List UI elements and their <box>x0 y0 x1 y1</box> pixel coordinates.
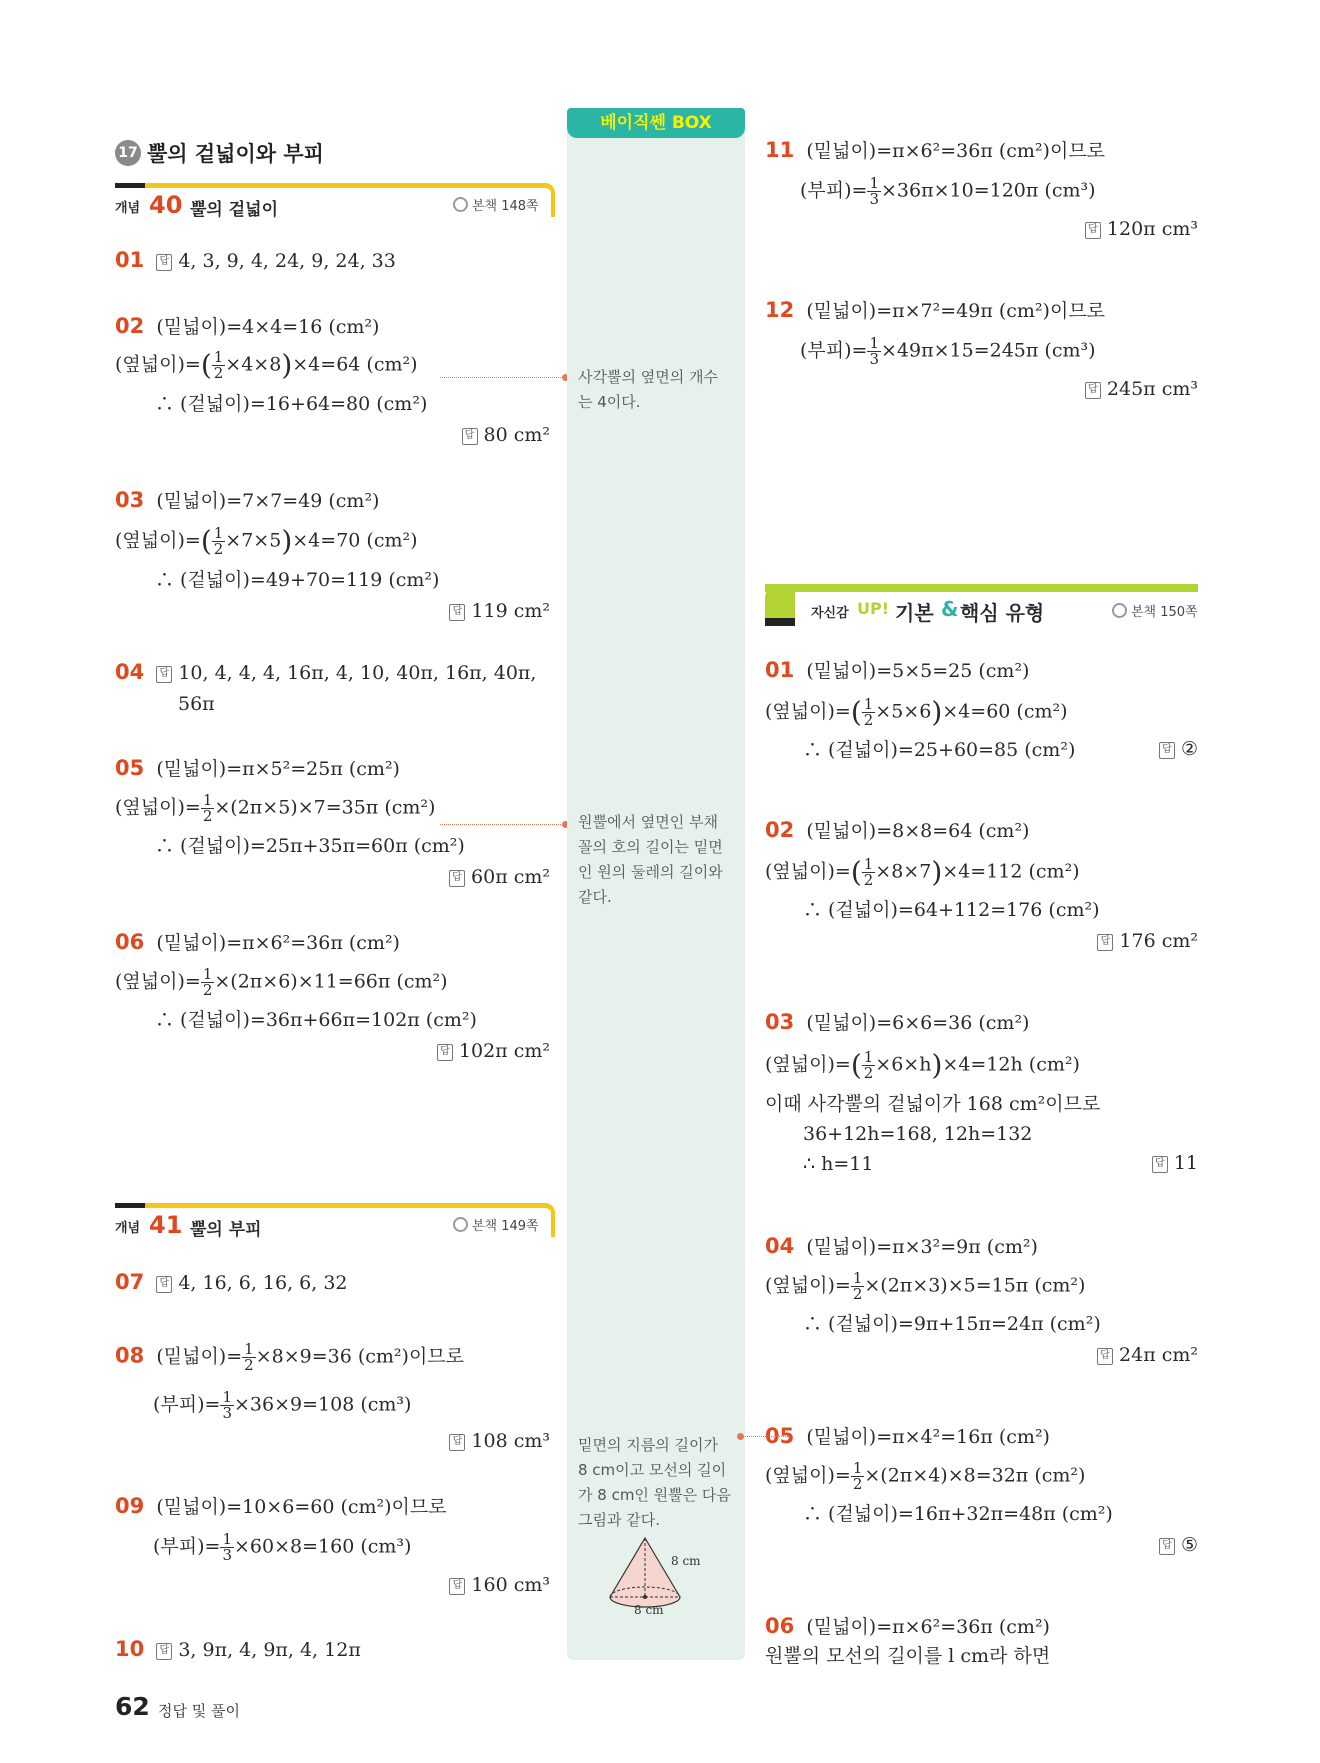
answer-mark-icon: 답 <box>1097 934 1113 951</box>
core-problem-01-line3: ∴ (겉넓이)=25+60=85 (cm²) <box>803 739 1076 761</box>
problem-11-answer: 답 120π cm³ <box>1085 218 1198 240</box>
problem-05-line3: ∴ (겉넓이)=25π+35π=60π (cm²) <box>155 835 465 857</box>
reference-icon <box>453 1217 468 1232</box>
problem-02-answer: 답 80 cm² <box>462 424 551 446</box>
answer-mark-icon: 답 <box>1085 222 1101 239</box>
answer-mark-icon: 답 <box>449 604 465 621</box>
box-note-2: 원뿔에서 옆면인 부채 꼴의 호의 길이는 밑면 인 원의 둘레의 길이와 같다. <box>578 813 723 906</box>
problem-05-line2: (옆넓이)= $\frac{1}{2}$ ×(2π×5)×7=35π (cm²) <box>115 791 436 825</box>
section-title: 뿔의 부피 <box>190 1220 262 1240</box>
box-note-3: 밑면의 지름의 길이가 8 cm이고 모선의 길이 가 8 cm인 원뿔은 다음 그림과 같다. <box>578 1436 731 1529</box>
problem-11: 11 (밑넓이)=π×6²=36π (cm²)이므로 <box>765 138 1106 162</box>
core-problem-03-answer: 답 11 <box>1152 1152 1198 1174</box>
core-problem-06-line2: 원뿔의 모선의 길이를 l cm라 하면 <box>765 1645 1051 1667</box>
problem-03-line3: ∴ (겉넓이)=49+70=119 (cm²) <box>155 569 440 591</box>
problem-02-line2: (옆넓이)=( $\frac{1}{2}$ ×4×8)×4=64 (cm²) <box>115 348 418 382</box>
header-title-a: 기본 <box>895 601 934 625</box>
answer-mark-icon: 답 <box>156 1643 172 1660</box>
core-problem-05: 05 (밑넓이)=π×4²=16π (cm²) <box>765 1424 1050 1448</box>
answer-mark-icon: 답 <box>449 1578 465 1595</box>
problem-03: 03 (밑넓이)=7×7=49 (cm²) <box>115 488 380 512</box>
core-problem-02-line3: ∴ (겉넓이)=64+112=176 (cm²) <box>803 899 1100 921</box>
book-reference: 본책 149쪽 <box>453 1215 539 1234</box>
box-note-1: 사각뿔의 옆면의 개수 는 4이다. <box>578 368 718 411</box>
reference-icon <box>453 197 468 212</box>
answer-mark-icon: 답 <box>437 1044 453 1061</box>
answer-mark-icon: 답 <box>156 1276 172 1293</box>
problem-09-answer: 답 160 cm³ <box>449 1574 550 1596</box>
note-connector <box>440 377 565 378</box>
chapter-number-badge: 17 <box>115 140 141 166</box>
book-reference: 본책 148쪽 <box>453 195 539 214</box>
answer-mark-icon: 답 <box>462 428 478 445</box>
section-40-header <box>115 183 555 220</box>
header-up: UP! <box>857 599 890 618</box>
problem-09: 09 (밑넓이)=10×6=60 (cm²)이므로 <box>115 1494 447 1518</box>
core-problem-03-line5: ∴ h=11 <box>803 1153 874 1175</box>
problem-12: 12 (밑넓이)=π×7²=49π (cm²)이므로 <box>765 298 1106 322</box>
problem-02-line3: ∴ (겉넓이)=16+64=80 (cm²) <box>155 393 428 415</box>
core-problem-06: 06 (밑넓이)=π×6²=36π (cm²) <box>765 1614 1050 1638</box>
problem-08-line2: (부피)= $\frac{1}{3}$ ×36×9=108 (cm³) <box>153 1388 412 1422</box>
problem-04-line2: 56π <box>178 693 215 715</box>
section-title: 뿔의 겉넓이 <box>190 200 279 220</box>
problem-12-answer: 답 245π cm³ <box>1085 378 1198 400</box>
problem-03-line2: (옆넓이)=( $\frac{1}{2}$ ×7×5)×4=70 (cm²) <box>115 524 418 558</box>
problem-05-answer: 답 60π cm² <box>449 866 550 888</box>
problem-12-line2: (부피)= $\frac{1}{3}$ ×49π×15=245π (cm³) <box>800 334 1096 368</box>
core-problem-03-line2: (옆넓이)=( $\frac{1}{2}$ ×6×h)×4=12h (cm²) <box>765 1048 1080 1082</box>
answer-mark-icon: 답 <box>1085 382 1101 399</box>
problem-05: 05 (밑넓이)=π×5²=25π (cm²) <box>115 756 400 780</box>
core-problem-05-line2: (옆넓이)= $\frac{1}{2}$ ×(2π×4)×8=32π (cm²) <box>765 1459 1086 1493</box>
basic-box-label: 베이직쎈 BOX <box>567 108 745 138</box>
problem-06-line2: (옆넓이)= $\frac{1}{2}$ ×(2π×6)×11=66π (cm²) <box>115 965 448 999</box>
answer-mark-icon: 답 <box>1097 1348 1113 1365</box>
answer-mark-icon: 답 <box>1152 1156 1168 1173</box>
core-type-header <box>765 584 1198 626</box>
header-amp: & <box>941 597 959 621</box>
core-problem-02-answer: 답 176 cm² <box>1097 930 1198 952</box>
core-problem-02: 02 (밑넓이)=8×8=64 (cm²) <box>765 818 1030 842</box>
problem-08: 08 (밑넓이)= $\frac{1}{2}$ ×8×9=36 (cm²)이므로 <box>115 1340 465 1374</box>
answer-mark-icon: 답 <box>1159 742 1175 759</box>
core-problem-04-line3: ∴ (겉넓이)=9π+15π=24π (cm²) <box>803 1313 1101 1335</box>
section-prefix: 개념 <box>115 1221 141 1236</box>
core-problem-01: 01 (밑넓이)=5×5=25 (cm²) <box>765 658 1030 682</box>
problem-06-line3: ∴ (겉넓이)=36π+66π=102π (cm²) <box>155 1009 477 1031</box>
core-problem-04: 04 (밑넓이)=π×3²=9π (cm²) <box>765 1234 1038 1258</box>
problem-01: 01 답 4, 3, 9, 4, 24, 9, 24, 33 <box>115 248 396 272</box>
problem-07: 07 답 4, 16, 6, 16, 6, 32 <box>115 1270 348 1294</box>
book-reference: 본책 150쪽 <box>1112 601 1198 620</box>
header-title-b: 핵심 유형 <box>960 601 1045 625</box>
answer-mark-icon: 답 <box>156 666 172 683</box>
core-problem-01-answer: 답 ② <box>1159 738 1198 760</box>
header-prefix: 자신감 <box>811 606 849 621</box>
core-problem-04-line2: (옆넓이)= $\frac{1}{2}$ ×(2π×3)×5=15π (cm²) <box>765 1269 1086 1303</box>
core-problem-03-line4: 36+12h=168, 12h=132 <box>803 1123 1033 1145</box>
cone-figure <box>600 1535 710 1625</box>
problem-10: 10 답 3, 9π, 4, 9π, 4, 12π <box>115 1637 361 1661</box>
core-problem-01-line2: (옆넓이)=( $\frac{1}{2}$ ×5×6)×4=60 (cm²) <box>765 695 1068 729</box>
section-prefix: 개념 <box>115 201 141 216</box>
note-connector <box>440 824 565 825</box>
answer-mark-icon: 답 <box>1159 1538 1175 1555</box>
core-problem-05-line3: ∴ (겉넓이)=16π+32π=48π (cm²) <box>803 1503 1113 1525</box>
problem-04: 04 답 10, 4, 4, 4, 16π, 4, 10, 40π, 16π, 40π, <box>115 660 537 684</box>
core-problem-03-line3: 이때 사각뿔의 겉넓이가 168 cm²이므로 <box>765 1093 1101 1115</box>
page-number: 62 <box>115 1692 150 1721</box>
chapter-title: 뿔의 겉넓이와 부피 <box>147 142 324 166</box>
answer-mark-icon: 답 <box>156 254 172 271</box>
section-number: 40 <box>149 191 183 219</box>
core-problem-04-answer: 답 24π cm² <box>1097 1344 1198 1366</box>
problem-02: 02 (밑넓이)=4×4=16 (cm²) <box>115 314 380 338</box>
core-problem-05-answer: 답 ⑤ <box>1159 1534 1198 1556</box>
problem-03-answer: 답 119 cm² <box>449 600 550 622</box>
note-connector <box>740 1436 790 1437</box>
core-problem-03: 03 (밑넓이)=6×6=36 (cm²) <box>765 1010 1030 1034</box>
note-connector-dot <box>737 1433 744 1440</box>
reference-icon <box>1112 603 1127 618</box>
section-41-header <box>115 1203 555 1240</box>
cone-base-label: 8 cm <box>634 1603 664 1617</box>
problem-06: 06 (밑넓이)=π×6²=36π (cm²) <box>115 930 400 954</box>
footer-label: 정답 및 풀이 <box>158 1702 240 1720</box>
problem-08-answer: 답 108 cm³ <box>449 1430 550 1452</box>
cone-slant-label: 8 cm <box>671 1554 701 1568</box>
problem-09-line2: (부피)= $\frac{1}{3}$ ×60×8=160 (cm³) <box>153 1530 412 1564</box>
section-number: 41 <box>149 1211 183 1239</box>
answer-mark-icon: 답 <box>449 870 465 887</box>
core-problem-02-line2: (옆넓이)=( $\frac{1}{2}$ ×8×7)×4=112 (cm²) <box>765 855 1080 889</box>
problem-11-line2: (부피)= $\frac{1}{3}$ ×36π×10=120π (cm³) <box>800 174 1096 208</box>
problem-06-answer: 답 102π cm² <box>437 1040 550 1062</box>
answer-mark-icon: 답 <box>449 1434 465 1451</box>
